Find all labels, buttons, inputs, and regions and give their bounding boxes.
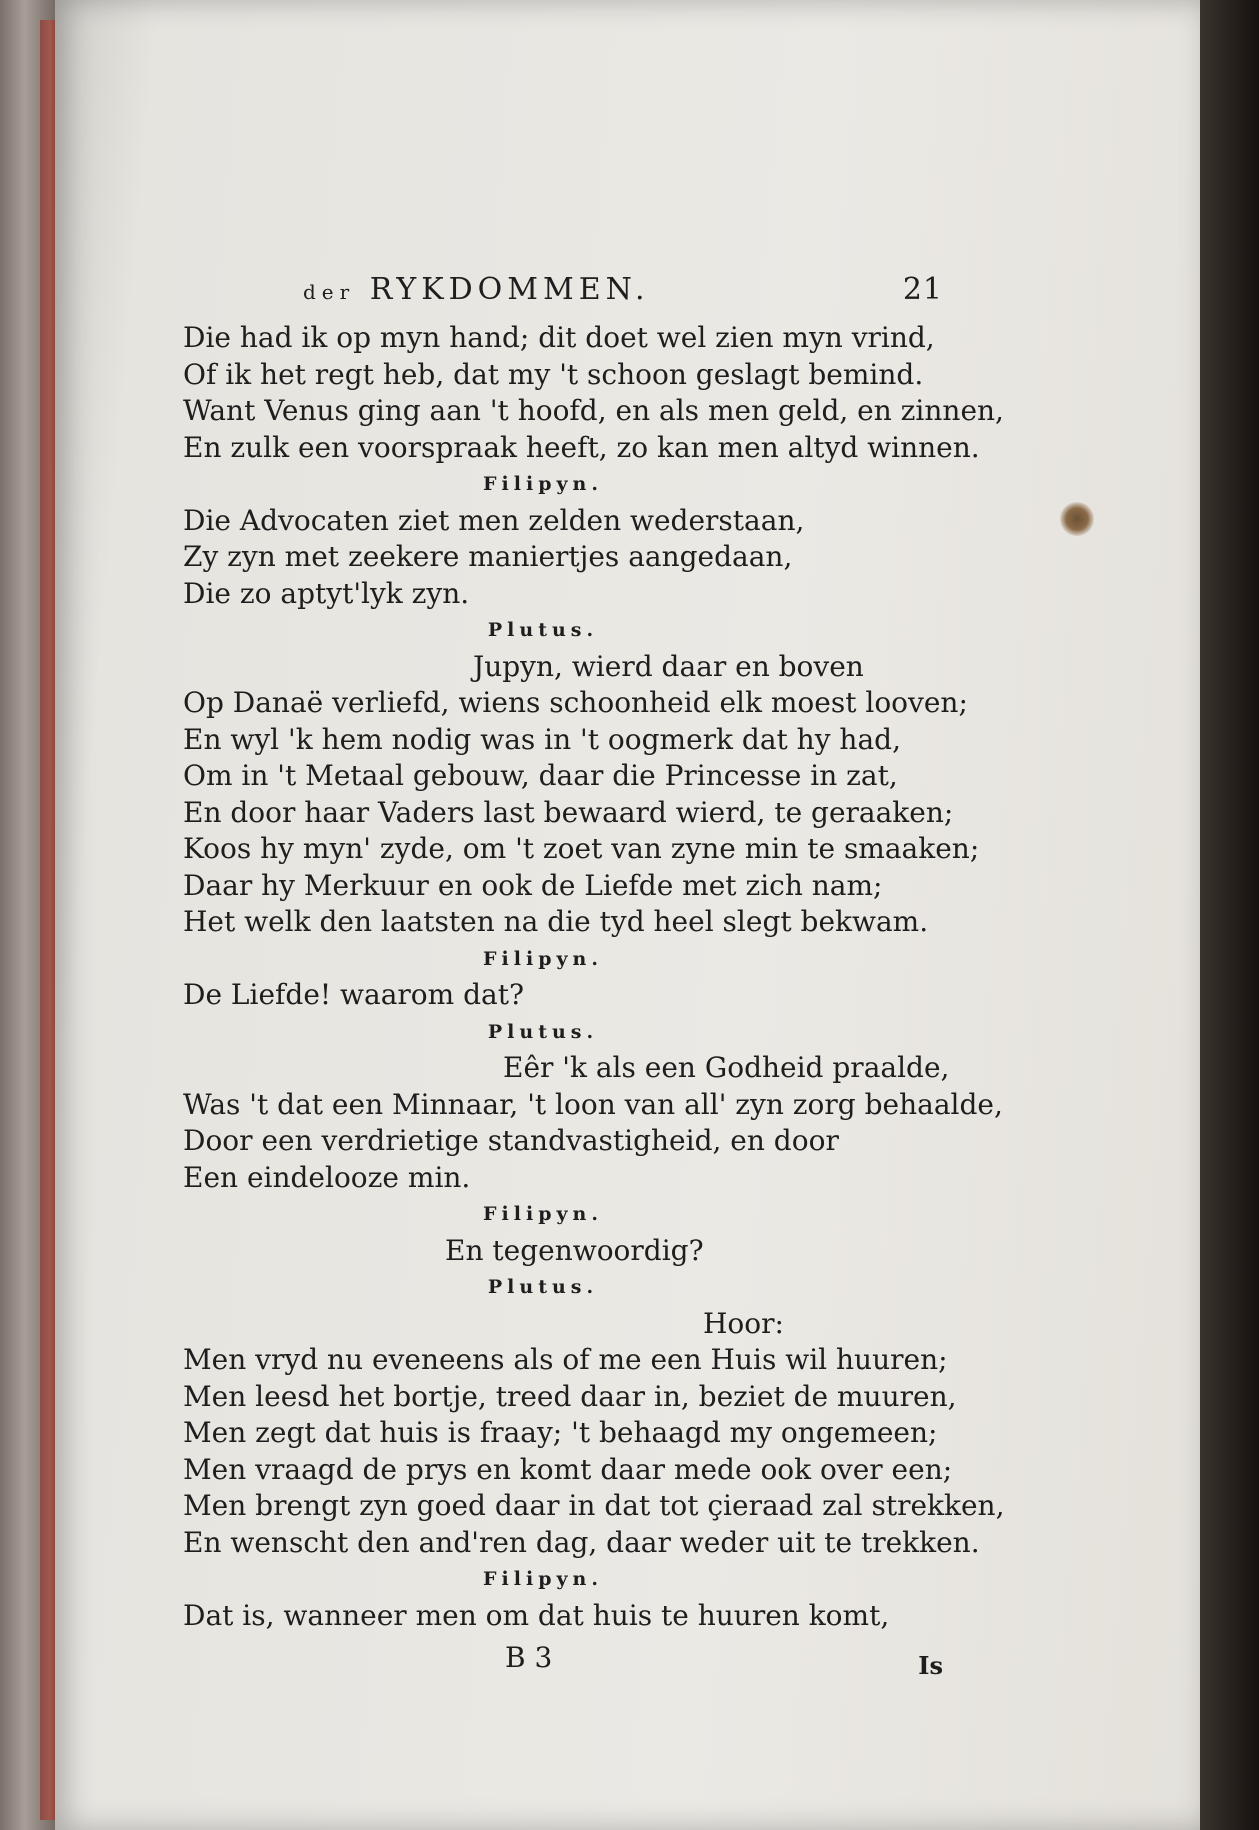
verse-line: Het welk den laatsten na die tyd heel slegt bekwam.: [183, 905, 929, 938]
verse-line: Daar hy Merkuur en ook de Liefde met zich nam;: [183, 868, 883, 902]
verse-line: Men vryd nu eveneens als of me een Huis wil huuren;: [183, 1343, 948, 1376]
verse-line: Een eindelooze min.: [183, 1160, 471, 1194]
verse-line: Door een verdrietige standvastigheid, en door: [183, 1124, 839, 1157]
verse-line: Of ik het regt heb, dat my 't schoon geslagt bemind.: [183, 357, 924, 391]
page-text: [183, 270, 1005, 1680]
page-number: 21: [902, 272, 943, 307]
background-shadow: [1200, 0, 1259, 1830]
verse-line: Eêr 'k als een Godheid praalde,: [503, 1051, 950, 1084]
verse-line: En tegenwoordig?: [445, 1233, 704, 1267]
running-title: [303, 272, 649, 311]
verse-line: Jupyn, wierd daar en boven: [473, 649, 864, 683]
speaker-name: Plutus.: [487, 1020, 599, 1043]
verse-line: En wyl 'k hem nodig was in 't oogmerk dat hy had,: [183, 722, 901, 756]
verse-line: Men leesd het bortje, treed daar in, beziet de muuren,: [183, 1379, 957, 1413]
verse-line: Dat is, wanneer men om dat huis te huuren komt,: [183, 1598, 890, 1632]
verse-line: Men vraagd de prys en komt daar mede ook over een;: [183, 1452, 953, 1486]
speaker-name: Filipyn.: [483, 947, 603, 970]
catchword: Is: [918, 1651, 943, 1680]
running-title-prefix: der: [303, 280, 356, 304]
verse-line: Koos hy myn' zyde, om 't zoet van zyne min te smaaken;: [183, 832, 980, 865]
verse-line: Om in 't Metaal gebouw, daar die Princesse in zat,: [183, 759, 898, 792]
verse-line: De Liefde! waarom dat?: [183, 978, 524, 1011]
page-stain: [1060, 502, 1094, 536]
page-footer: [183, 1640, 943, 1680]
verse-line: Want Venus ging aan 't hoofd, en als men geld, en zinnen,: [183, 394, 1004, 427]
verse-line: Was 't dat een Minnaar, 't loon van all' zyn zorg behaalde,: [183, 1087, 1003, 1121]
verse-line: Op Danaë verliefd, wiens schoonheid elk moest looven;: [183, 686, 968, 719]
running-title-main: RYKDOMMEN.: [369, 272, 650, 307]
verse-line: En wenscht den and'ren dag, daar weder uit te trekken.: [183, 1525, 980, 1559]
speaker-name: Plutus.: [487, 1276, 599, 1298]
verse-line: En door haar Vaders last bewaard wierd, te geraaken;: [183, 795, 954, 829]
speaker-name: Filipyn.: [483, 473, 603, 495]
verse-line: Men zegt dat huis is fraay; 't behaagd my ongemeen;: [183, 1416, 938, 1449]
speaker-name: Plutus.: [487, 619, 599, 641]
verse-line: Die Advocaten ziet men zelden wederstaan,: [183, 503, 805, 537]
signature-mark: B 3: [505, 1641, 553, 1674]
running-header: [183, 270, 943, 320]
verse-line: Die had ik op myn hand; dit doet wel zien myn vrind,: [183, 321, 935, 354]
speaker-name: Filipyn.: [483, 1203, 603, 1225]
verse-line: Hoor:: [703, 1306, 784, 1340]
verse-line: En zulk een voorspraak heeft, zo kan men altyd winnen.: [183, 430, 980, 464]
verse-line: Zy zyn met zeekere maniertjes aangedaan,: [183, 540, 793, 573]
speaker-name: Filipyn.: [483, 1568, 603, 1590]
verse-line: Die zo aptyt'lyk zyn.: [183, 576, 470, 610]
verse-line: Men brengt zyn goed daar in dat tot çieraad zal strekken,: [183, 1489, 1005, 1522]
